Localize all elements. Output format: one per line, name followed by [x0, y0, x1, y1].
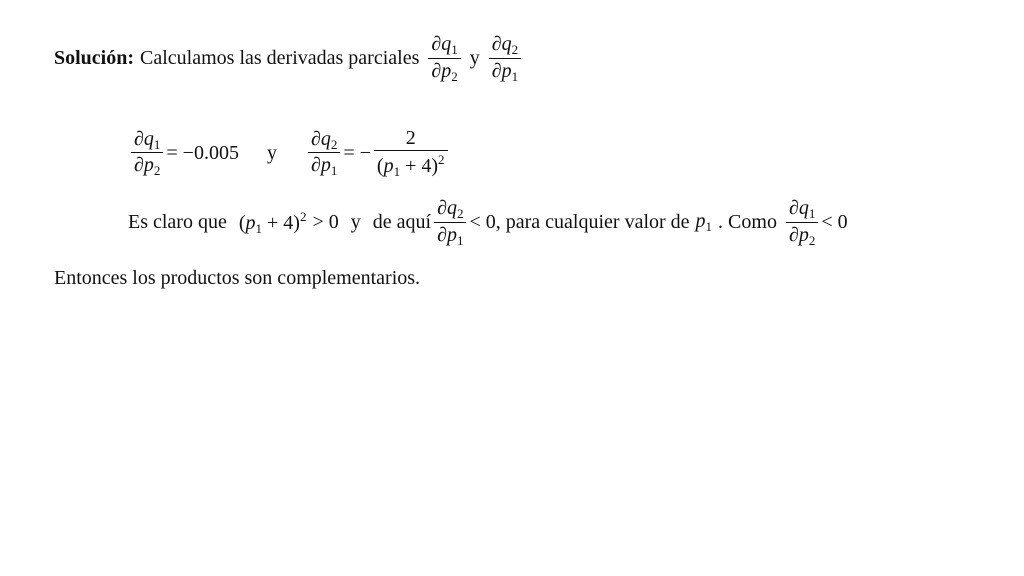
fraction-dq1-dp2-ineq: $\frac{\partial q_1}{\partial p_2}$ [786, 198, 818, 247]
text-como: . Como [718, 211, 777, 234]
intro-text: Calculamos las derivadas parciales [140, 47, 420, 70]
line-conclusion [54, 267, 420, 290]
fraction-dq1-dp2-eq: $\frac{\partial q_1}{\partial p_2}$ [131, 129, 163, 178]
line-sign-analysis [128, 198, 848, 247]
line-derivative-values [128, 128, 451, 179]
ineq-greater-zero: > 0 [312, 211, 339, 234]
text-es-claro-que: Es claro que [128, 211, 227, 234]
connector-y: y [266, 141, 277, 164]
ineq-less-zero-2: < 0 [821, 211, 848, 234]
connector-y: y [469, 47, 480, 70]
connector-y: y [350, 211, 361, 234]
ineq-less-zero: < 0 [469, 211, 496, 234]
fraction-dq2-dp1: $\frac{\partial q_2}{\partial p_1}$ [489, 34, 521, 83]
eq2-sign: = − [343, 141, 371, 164]
fraction-dq2-dp1-eq: $\frac{\partial q_2}{\partial p_1}$ [308, 129, 340, 178]
text-de-aqui: de aquí [372, 211, 432, 234]
text-para-cualquier-valor: , para cualquier valor de [495, 211, 690, 234]
eq1-value: = −0.005 [166, 141, 239, 164]
expr-p1-plus-4-squared: $(p_1 + 4)^2$ [238, 208, 307, 236]
fraction-dq1-dp2: $\frac{\partial q_1}{\partial p_2}$ [428, 34, 460, 83]
line-solution-intro [54, 34, 524, 83]
fraction-dq2-dp1-ineq: $\frac{\partial q_2}{\partial p_1}$ [434, 198, 466, 247]
symbol-p1: $p_1$ [695, 210, 713, 235]
fraction-2-over-p1-plus-4-squared: $\frac{2}{(p_1 + 4)^2}$ [374, 128, 448, 179]
conclusion-text: Entonces los productos son complementarios. [54, 267, 421, 289]
solution-label: Solución: [54, 47, 135, 70]
